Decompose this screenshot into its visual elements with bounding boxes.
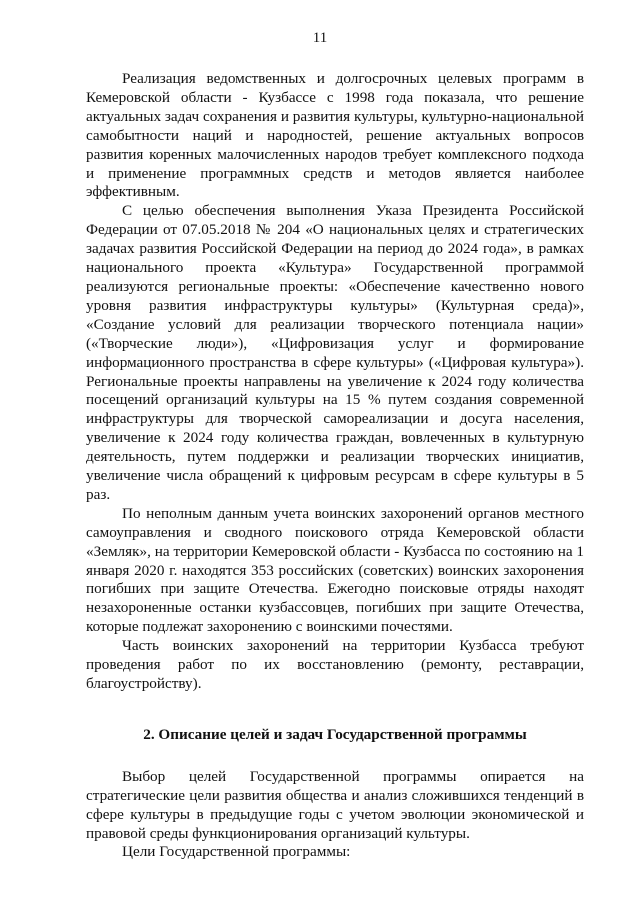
paragraph-military-graves: По неполным данным учета воинских захоронений органов местного самоуправления и сводного поискового отряда Кемеровской области «Земляк», на территории Кемеровской области - Кузбасса по состоянию на 1 января 2020 г. находятся 353 российских (советских) воинских захоронения погибших при защите Отечества. Ежегодно поисковые отряды находят незахороненные останки кузбассовцев, погибших при защите Отечества, которые подлежат захоронению с воинскими почестями. — [86, 504, 584, 636]
paragraph-programs-history: Реализация ведомственных и долгосрочных целевых программ в Кемеровской области - Кузбассе с 1998 года показала, что решение актуальных задач сохранения и развития культуры, культурно-национальной самобытности наций и народностей, решение актуальных вопросов развития коренных малочисленных народов требует комплексного подхода и применение программных средств и методов является наиболее эффективным. — [86, 70, 584, 201]
paragraph-goals-choice: Выбор целей Государственной программы опирается на стратегические цели развития общества и анализ сложившихся тенденций в сфере культуры в предыдущие годы с учетом эволюции экономической и правовой среды функционирования организаций культуры. — [86, 767, 584, 842]
page-number: 11 — [312, 30, 328, 46]
paragraph-goals-intro: Цели Государственной программы: — [122, 843, 351, 861]
document-body — [86, 70, 584, 862]
section-heading: 2. Описание целей и задач Государственной программы — [143, 725, 527, 743]
paragraph-restoration: Часть воинских захоронений на территории Кузбасса требуют проведения работ по их восстановлению (ремонту, реставрации, благоустройству). — [86, 637, 584, 692]
paragraph-national-project: С целью обеспечения выполнения Указа Президента Российской Федерации от 07.05.2018 № 204 «О национальных целях и стратегических задачах развития Российской Федерации на период до 2024 года», в рамках национального проекта «Культура» Государственной программой реализуются региональные проекты: «Обеспечение качественно нового уровня развития инфраструктуры культуры» (Культурная среда)», «Создание условий для реализации творческого потенциала нации» («Творческие люди»), «Цифровизация услуг и формирование информационного пространства в сфере культуры» («Цифровая культура»). Региональные проекты направлены на увеличение к 2024 году количества посещений организаций культуры на 15 % путем создания современной инфраструктуры для творческой самореализации и досуга населения, увеличение к 2024 году количества граждан, вовлеченных в культурную деятельность, путем поддержки и реализации творческих инициатив, увеличение числа обращений к цифровым ресурсам в сфере культуры в 5 раз. — [86, 202, 584, 503]
